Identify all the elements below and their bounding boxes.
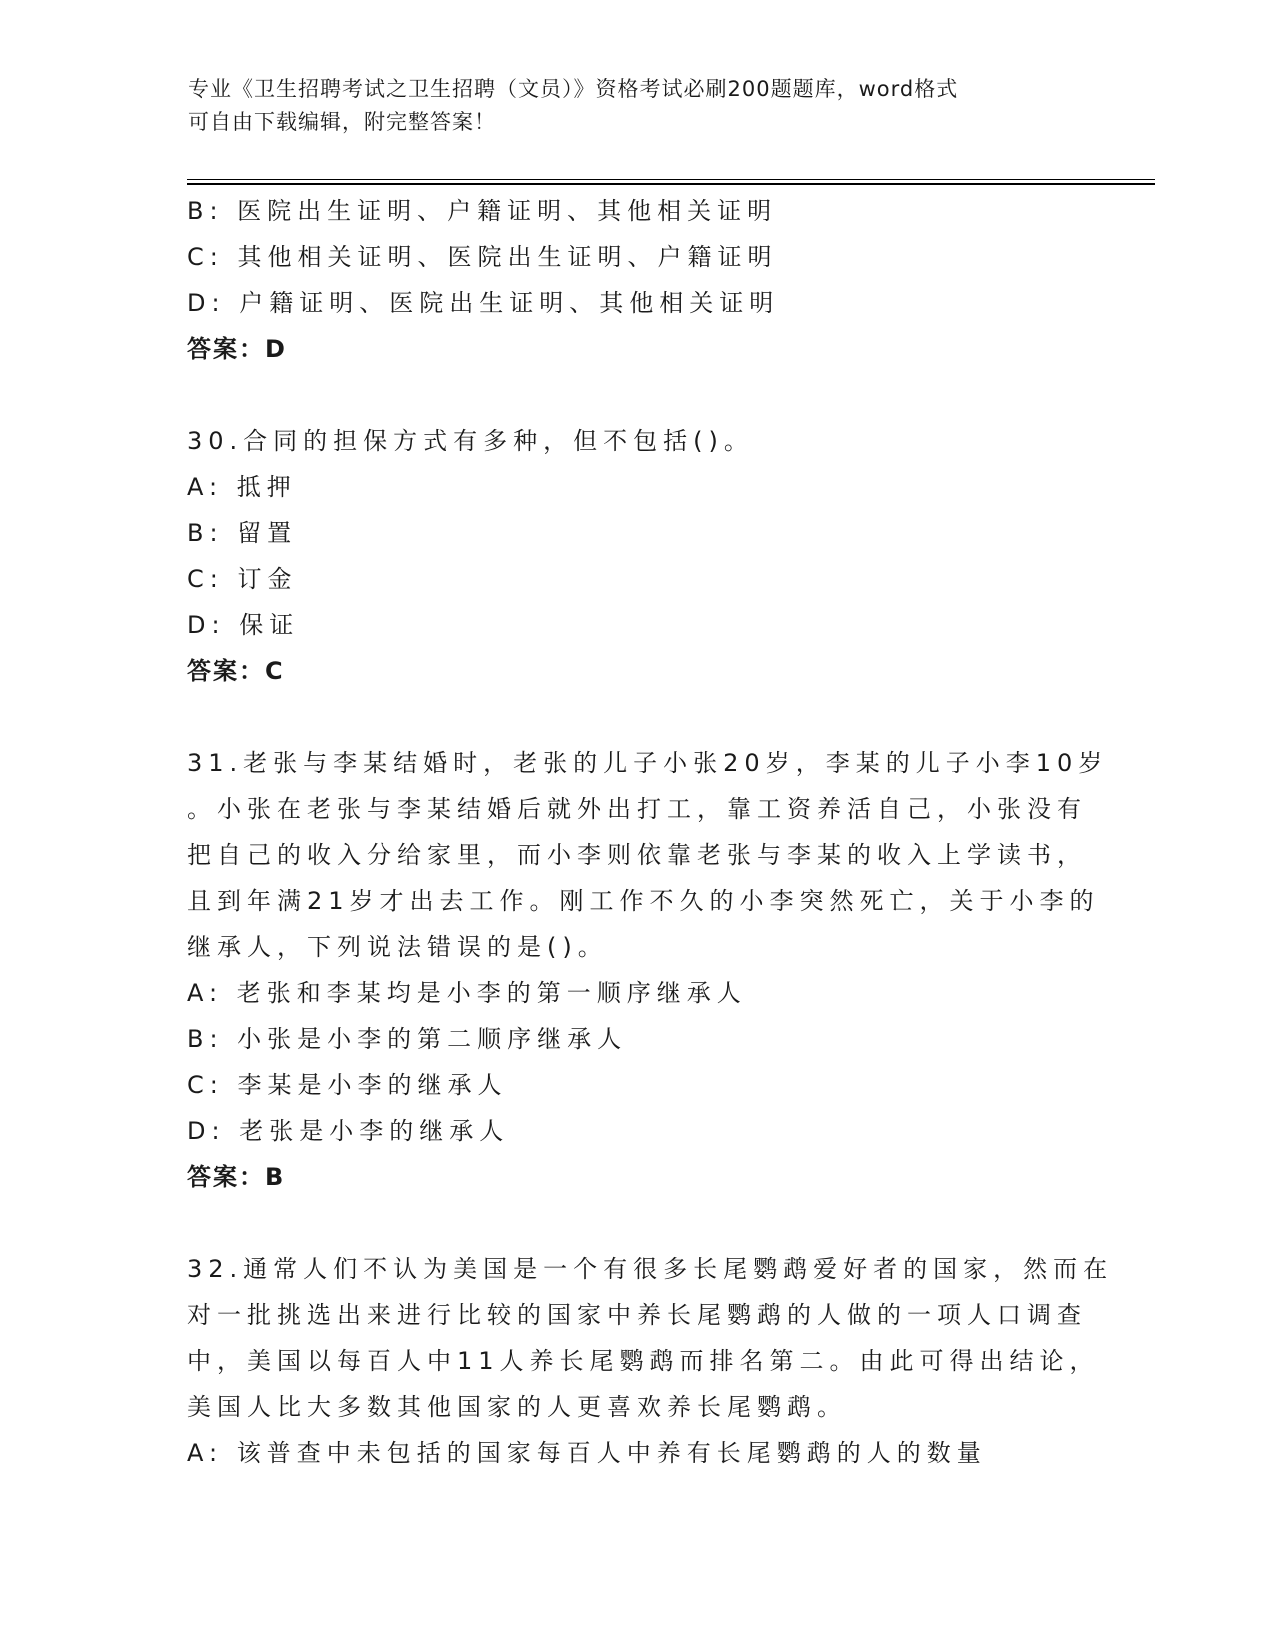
header-line-2: 可自由下载编辑，附完整答案！ <box>188 110 496 134</box>
question-stem-line: 中，美国以每百人中11人养长尾鹦鹉而排名第二。由此可得出结论， <box>187 1347 1100 1375</box>
question-stem-line: 且到年满21岁才出去工作。刚工作不久的小李突然死亡，关于小李的 <box>187 887 1100 915</box>
answer: 答案：B <box>187 1163 286 1191</box>
option-a: A: 该普查中未包括的国家每百人中养有长尾鹦鹉的人的数量 <box>187 1439 987 1467</box>
option-d: D: 老张是小李的继承人 <box>187 1117 510 1145</box>
question-stem-line: 对一批挑选出来进行比较的国家中养长尾鹦鹉的人做的一项人口调查 <box>187 1301 1087 1329</box>
question-stem-line: 。小张在老张与李某结婚后就外出打工，靠工资养活自己，小张没有 <box>187 795 1087 823</box>
spacer <box>187 694 1087 740</box>
question-stem-line: 31.老张与李某结婚时，老张的儿子小张20岁，李某的儿子小李10岁 <box>187 749 1109 777</box>
prev-question <box>187 188 1087 372</box>
question-30 <box>187 418 1087 694</box>
option-b: B: 留置 <box>187 519 298 547</box>
option-a: A: 老张和李某均是小李的第一顺序继承人 <box>187 979 747 1007</box>
question-stem-line: 继承人，下列说法错误的是()。 <box>187 933 608 961</box>
question-stem: 30.合同的担保方式有多种，但不包括()。 <box>187 427 754 455</box>
header-rule-thick <box>187 183 1155 185</box>
question-stem-line: 美国人比大多数其他国家的人更喜欢养长尾鹦鹉。 <box>187 1393 847 1421</box>
option-d: D: 户籍证明、医院出生证明、其他相关证明 <box>187 289 780 317</box>
spacer <box>187 372 1087 418</box>
question-32 <box>187 1246 1114 1476</box>
question-stem-line: 32.通常人们不认为美国是一个有很多长尾鹦鹉爱好者的国家，然而在 <box>187 1255 1114 1283</box>
answer: 答案：C <box>187 657 285 685</box>
spacer <box>187 1200 1087 1246</box>
option-a: A: 抵押 <box>187 473 297 501</box>
option-b: B: 医院出生证明、户籍证明、其他相关证明 <box>187 197 778 225</box>
page-header <box>188 73 1088 139</box>
question-31 <box>187 740 1109 1200</box>
header-rule-thin <box>187 179 1155 180</box>
option-d: D: 保证 <box>187 611 300 639</box>
document-body <box>187 188 1114 1476</box>
option-b: B: 小张是小李的第二顺序继承人 <box>187 1025 628 1053</box>
question-stem-line: 把自己的收入分给家里，而小李则依靠老张与李某的收入上学读书， <box>187 841 1087 869</box>
option-c: C: 李某是小李的继承人 <box>187 1071 508 1099</box>
header-line-1: 专业《卫生招聘考试之卫生招聘（文员）》资格考试必刷200题题库，word格式 <box>188 77 959 101</box>
option-c: C: 其他相关证明、医院出生证明、户籍证明 <box>187 243 778 271</box>
option-c: C: 订金 <box>187 565 298 593</box>
answer: 答案：D <box>187 335 287 363</box>
